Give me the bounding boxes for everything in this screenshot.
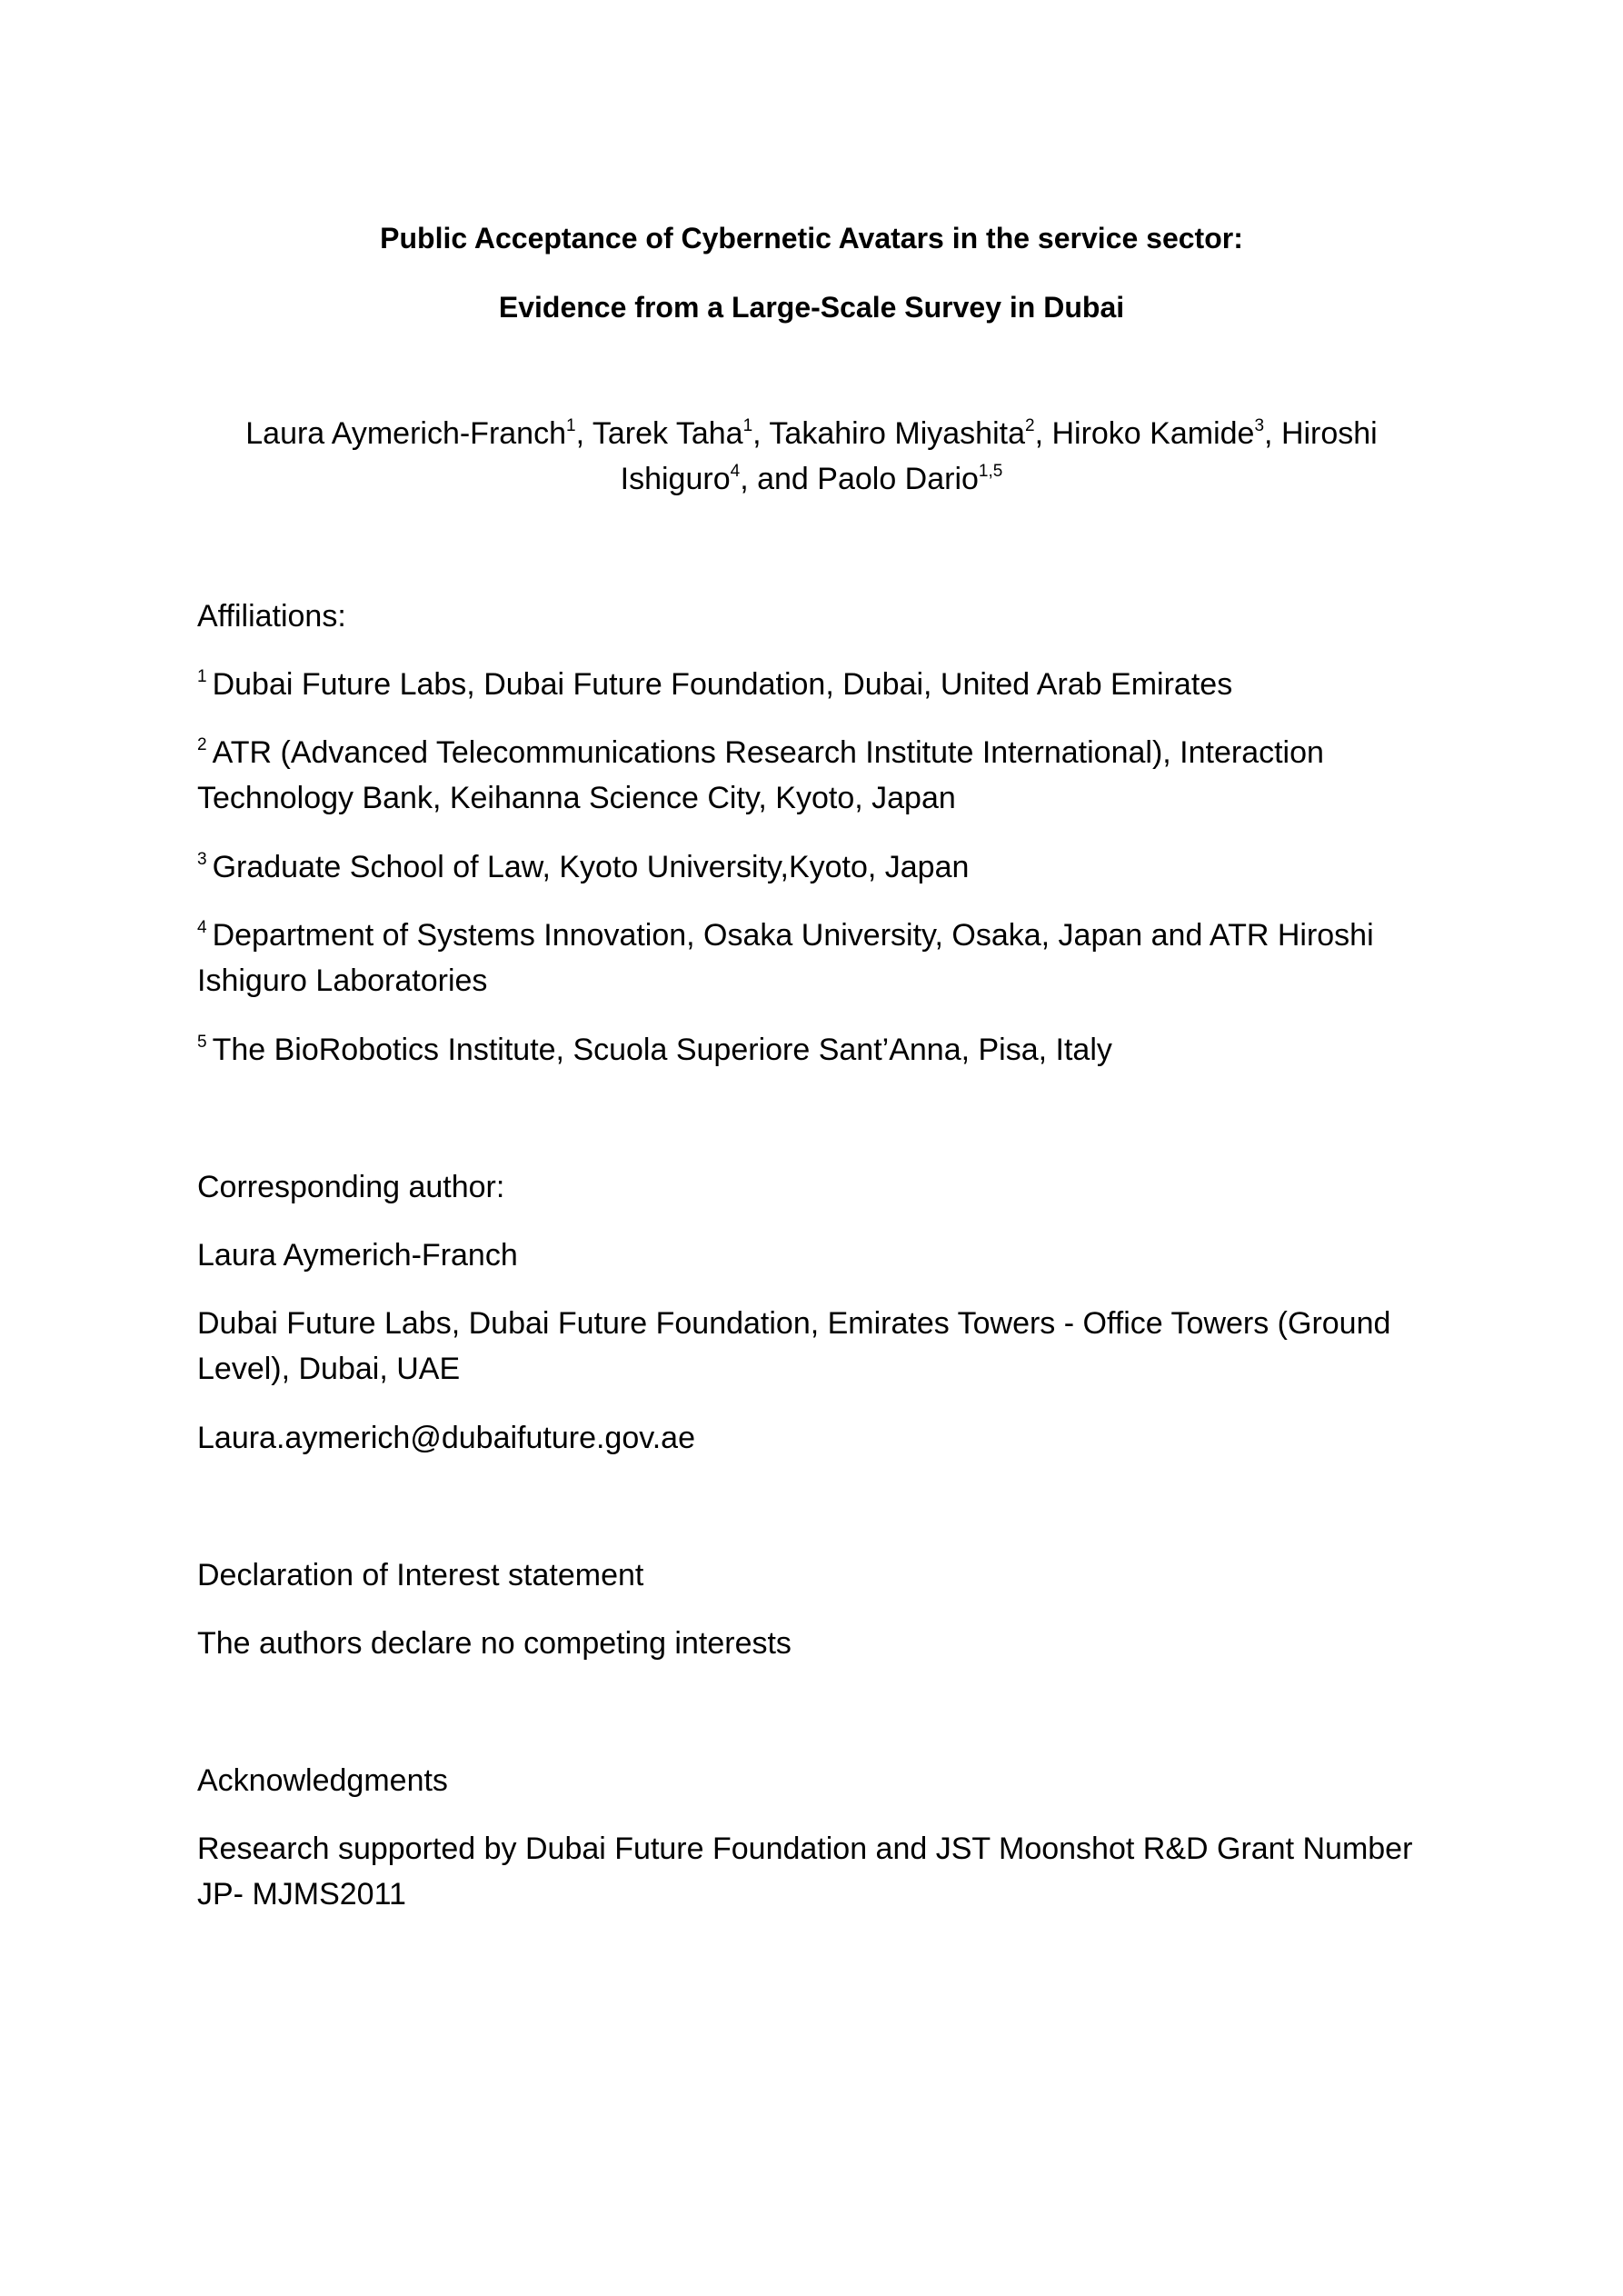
author-name: Laura Aymerich-Franch (245, 416, 566, 451)
corresponding-author-name: Laura Aymerich-Franch (197, 1238, 518, 1273)
affiliation-number: 2 (197, 735, 207, 754)
author-affiliation-mark: 1,5 (978, 462, 1003, 481)
affiliation-text: The BioRobotics Institute, Scuola Superiore Sant’Anna, Pisa, Italy (212, 1033, 1112, 1067)
author-name: Hiroshi Ishiguro (620, 416, 1378, 496)
author-name: Tarek Taha (592, 416, 743, 451)
acknowledgments-heading: Acknowledgments (197, 1763, 448, 1798)
acknowledgments-text: Research supported by Dubai Future Foundation and JST Moonshot R&D Grant Number JP- MJMS2011 (197, 1832, 1413, 1912)
author-separator: , (752, 416, 770, 451)
affiliation-item (197, 913, 1451, 1003)
affiliation-text: ATR (Advanced Telecommunications Research Institute International), Interaction Technology Bank, Keihanna Science City, Kyoto, Japan (197, 735, 1324, 815)
corresponding-author-address: Dubai Future Labs, Dubai Future Foundation, Emirates Towers - Office Towers (Ground Level), Dubai, UAE (197, 1306, 1391, 1386)
affiliations-heading: Affiliations: (197, 599, 346, 634)
affiliation-item (197, 730, 1451, 821)
author-list (218, 411, 1405, 502)
title-line-1: Public Acceptance of Cybernetic Avatars in the service sector: (380, 222, 1243, 255)
affiliation-text: Dubai Future Labs, Dubai Future Foundation, Dubai, United Arab Emirates (212, 667, 1233, 702)
corresponding-author-email: Laura.aymerich@dubaifuture.gov.ae (197, 1421, 695, 1455)
author-separator: , (1034, 416, 1052, 451)
affiliation-number: 5 (197, 1033, 207, 1052)
declaration-heading: Declaration of Interest statement (197, 1558, 644, 1592)
author-affiliation-mark: 3 (1254, 416, 1265, 435)
author-separator: , (575, 416, 592, 451)
declaration-text: The authors declare no competing interests (197, 1626, 792, 1661)
author-separator: , and (740, 462, 818, 496)
author-name: Hiroko Kamide (1051, 416, 1255, 451)
author-affiliation-mark: 2 (1024, 416, 1035, 435)
affiliation-text: Graduate School of Law, Kyoto University,Kyoto, Japan (212, 850, 970, 884)
author-name: Takahiro Miyashita (769, 416, 1025, 451)
author-name: Paolo Dario (817, 462, 979, 496)
affiliation-text: Department of Systems Innovation, Osaka University, Osaka, Japan and ATR Hiroshi Ishiguro Laboratories (197, 918, 1374, 998)
author-affiliation-mark: 4 (730, 462, 741, 481)
author-separator: , (1264, 416, 1281, 451)
affiliation-item (197, 844, 1451, 890)
affiliation-number: 1 (197, 667, 207, 686)
title-line-2: Evidence from a Large-Scale Survey in Dubai (498, 291, 1125, 324)
affiliation-item (197, 1027, 1451, 1073)
affiliation-number: 3 (197, 850, 207, 869)
author-affiliation-mark: 1 (742, 416, 753, 435)
corresponding-author-heading: Corresponding author: (197, 1170, 505, 1204)
affiliation-item (197, 662, 1451, 707)
affiliation-number: 4 (197, 918, 207, 937)
author-affiliation-mark: 1 (566, 416, 576, 435)
